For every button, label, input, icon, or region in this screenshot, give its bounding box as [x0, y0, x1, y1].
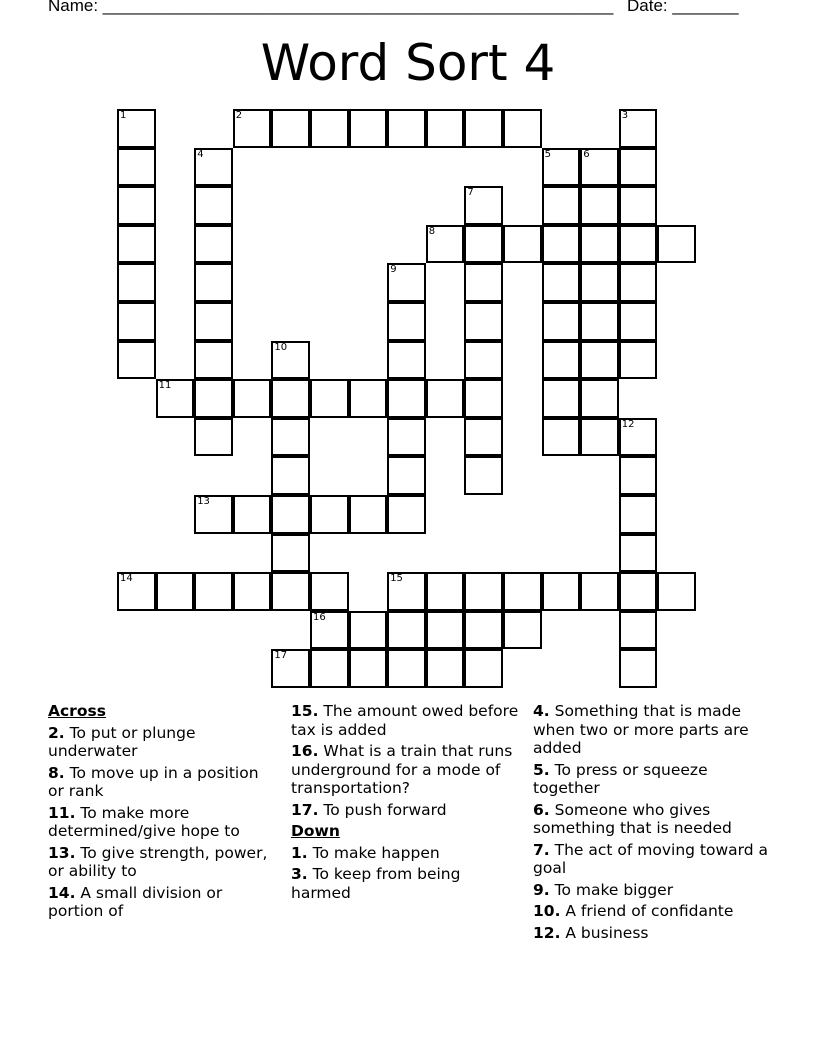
crossword-cell[interactable]: [580, 341, 619, 380]
clue-text: To move up in a position or rank: [48, 763, 259, 800]
crossword-cell[interactable]: [194, 148, 233, 187]
crossword-cell[interactable]: [619, 611, 658, 650]
crossword-cell[interactable]: [194, 495, 233, 534]
crossword-cell[interactable]: [426, 611, 465, 650]
crossword-cell[interactable]: [464, 225, 503, 264]
clue-number-label: 8: [428, 225, 436, 237]
crossword-cell[interactable]: [310, 379, 349, 418]
clue-text: Someone who gives something that is needed: [533, 800, 732, 837]
clue-number: 16.: [291, 742, 319, 760]
clue-number: 17.: [291, 800, 319, 819]
crossword-cell[interactable]: [387, 263, 426, 302]
crossword-cell[interactable]: [156, 572, 195, 611]
crossword-cell[interactable]: [387, 572, 426, 611]
crossword-cell[interactable]: [619, 186, 658, 225]
crossword-cell[interactable]: [580, 263, 619, 302]
clue-number-label: 9: [390, 264, 397, 276]
clue-number: 12.: [533, 923, 561, 942]
clue-text: To push forward: [318, 800, 447, 819]
crossword-cell[interactable]: [619, 225, 658, 264]
clue-text: To make bigger: [549, 880, 674, 899]
clue-number-label: 13: [197, 496, 210, 507]
clue-number: 9.: [533, 880, 550, 899]
crossword-cell[interactable]: [580, 572, 619, 611]
crossword-cell[interactable]: [349, 611, 388, 650]
crossword-cell[interactable]: [619, 649, 658, 688]
name-date-header: [48, 0, 739, 16]
crossword-cell[interactable]: [387, 109, 426, 148]
clue-down-12: [533, 924, 773, 943]
crossword-cell[interactable]: [271, 379, 310, 418]
crossword-cell[interactable]: [580, 379, 619, 418]
crossword-cell[interactable]: [156, 379, 195, 418]
clues-column-2: [291, 702, 523, 905]
crossword-cell[interactable]: [619, 109, 658, 148]
crossword-cell[interactable]: [619, 534, 658, 573]
crossword-cell[interactable]: [233, 572, 272, 611]
crossword-cell[interactable]: [117, 302, 156, 341]
page-title: Word Sort 4: [260, 34, 556, 92]
clue-number: 4.: [533, 702, 550, 720]
crossword-cell[interactable]: [542, 225, 581, 264]
crossword-cell[interactable]: [271, 456, 310, 495]
clue-text: What is a train that runs underground for a mode of transportation?: [291, 742, 513, 797]
clue-across-13: [48, 844, 278, 881]
clue-text: To make happen: [307, 843, 440, 862]
crossword-cell[interactable]: [464, 649, 503, 688]
clue-number-label: 17: [274, 650, 288, 662]
clue-number: 1.: [291, 843, 308, 862]
clue-number: 8.: [48, 763, 65, 782]
clue-number: 7.: [533, 840, 550, 859]
clue-across-8: [48, 764, 278, 801]
crossword-cell[interactable]: [387, 341, 426, 380]
crossword-cell[interactable]: [464, 263, 503, 302]
crossword-cell[interactable]: [310, 109, 349, 148]
crossword-cell[interactable]: [233, 495, 272, 534]
crossword-cell[interactable]: [349, 649, 388, 688]
crossword-cell[interactable]: [619, 148, 658, 187]
crossword-cell[interactable]: [233, 109, 272, 148]
crossword-cell[interactable]: [542, 148, 581, 187]
clue-number: 13.: [48, 843, 76, 862]
crossword-cell[interactable]: [387, 379, 426, 418]
crossword-cell[interactable]: [310, 611, 349, 650]
clue-number-label: 12: [621, 418, 635, 430]
crossword-cell[interactable]: [464, 379, 503, 418]
crossword-cell[interactable]: [542, 572, 581, 611]
crossword-cell[interactable]: [426, 225, 465, 264]
clue-number: 6.: [533, 800, 550, 819]
crossword-cell[interactable]: [619, 456, 658, 495]
clue-across-15: [291, 702, 523, 739]
crossword-cell[interactable]: [271, 495, 310, 534]
clue-number-label: 5: [544, 148, 551, 160]
clue-number-label: 11: [158, 380, 172, 392]
crossword-cell[interactable]: [580, 225, 619, 264]
crossword-cell[interactable]: [619, 341, 658, 380]
clue-down-6: [533, 801, 773, 838]
crossword-cell[interactable]: [117, 186, 156, 225]
crossword-cell[interactable]: [387, 302, 426, 341]
clue-number-label: 16: [313, 611, 326, 623]
crossword-cell[interactable]: [542, 302, 581, 341]
crossword-cell[interactable]: [580, 302, 619, 341]
crossword-cell[interactable]: [387, 418, 426, 457]
crossword-cell[interactable]: [271, 418, 310, 457]
crossword-cell[interactable]: [464, 418, 503, 457]
crossword-cell[interactable]: [464, 302, 503, 341]
crossword-cell[interactable]: [580, 186, 619, 225]
crossword-cell[interactable]: [194, 302, 233, 341]
clue-down-3: [291, 865, 523, 902]
clue-number-label: 4: [197, 148, 204, 160]
crossword-cell[interactable]: [464, 341, 503, 380]
clue-across-16: [291, 742, 523, 798]
crossword-grid: [118, 110, 698, 690]
clues-column-3: [533, 702, 773, 945]
crossword-cell[interactable]: [387, 456, 426, 495]
clue-across-14: [48, 884, 278, 921]
crossword-cell[interactable]: [310, 572, 349, 611]
clue-down-4: [533, 702, 773, 758]
clue-number: 15.: [291, 702, 319, 720]
clue-text: A friend of confidante: [560, 902, 734, 920]
crossword-cell[interactable]: [349, 495, 388, 534]
clue-down-7: [533, 841, 773, 878]
clue-number-label: 7: [467, 187, 474, 199]
clue-down-5: [533, 761, 773, 798]
crossword-cell[interactable]: [117, 341, 156, 380]
crossword-cell[interactable]: [233, 379, 272, 418]
crossword-cell[interactable]: [464, 611, 503, 650]
crossword-cell[interactable]: [657, 572, 696, 611]
clue-down-10: [533, 902, 773, 921]
crossword-cell[interactable]: [271, 572, 310, 611]
crossword-cell[interactable]: [464, 572, 503, 611]
crossword-cell[interactable]: [619, 572, 658, 611]
clue-across-11: [48, 804, 278, 841]
crossword-cell[interactable]: [310, 495, 349, 534]
crossword-cell[interactable]: [619, 495, 658, 534]
name-field-label[interactable]: Name: ______________________________________________________: [48, 0, 614, 15]
clue-number-label: 14: [120, 573, 133, 585]
clue-text: Something that is made when two or more parts are added: [533, 702, 749, 757]
crossword-cell[interactable]: [542, 341, 581, 380]
clue-text: The act of moving toward a goal: [533, 840, 769, 877]
crossword-cell[interactable]: [349, 379, 388, 418]
crossword-cell[interactable]: [619, 418, 658, 457]
crossword-cell[interactable]: [194, 225, 233, 264]
clues-column-1: [48, 702, 278, 924]
crossword-cell[interactable]: [117, 263, 156, 302]
clue-across-2: [48, 724, 278, 761]
crossword-cell[interactable]: [464, 186, 503, 225]
crossword-cell[interactable]: [387, 649, 426, 688]
crossword-cell[interactable]: [503, 572, 542, 611]
crossword-cell[interactable]: [503, 611, 542, 650]
clue-across-17: [291, 801, 523, 820]
crossword-cell[interactable]: [426, 649, 465, 688]
clue-text: A small division or portion of: [48, 883, 223, 920]
crossword-cell[interactable]: [542, 263, 581, 302]
clue-number-label: 6: [583, 148, 590, 160]
crossword-cell[interactable]: [503, 109, 542, 148]
crossword-cell[interactable]: [271, 649, 310, 688]
crossword-cell[interactable]: [426, 572, 465, 611]
crossword-cell[interactable]: [349, 109, 388, 148]
crossword-cell[interactable]: [271, 109, 310, 148]
crossword-cell[interactable]: [117, 109, 156, 148]
clue-down-1: [291, 844, 523, 863]
crossword-cell[interactable]: [387, 611, 426, 650]
clue-number: 3.: [291, 865, 308, 883]
across-heading: Across: [48, 702, 106, 720]
crossword-cell[interactable]: [426, 379, 465, 418]
clue-number: 10.: [533, 902, 561, 920]
crossword-cell[interactable]: [194, 572, 233, 611]
crossword-cell[interactable]: [580, 418, 619, 457]
crossword-cell[interactable]: [619, 263, 658, 302]
crossword-cell[interactable]: [194, 379, 233, 418]
clue-number: 5.: [533, 760, 550, 779]
crossword-cell[interactable]: [619, 302, 658, 341]
crossword-cell[interactable]: [503, 225, 542, 264]
clue-number-label: 3: [621, 110, 629, 121]
clue-number-label: 10: [274, 341, 288, 353]
crossword-cell[interactable]: [464, 109, 503, 148]
crossword-cell[interactable]: [542, 418, 581, 457]
clue-number: 2.: [48, 723, 65, 742]
crossword-cell[interactable]: [657, 225, 696, 264]
clue-text: A business: [560, 923, 649, 942]
clue-number: 14.: [48, 883, 76, 902]
crossword-cell[interactable]: [194, 341, 233, 380]
crossword-cell[interactable]: [542, 379, 581, 418]
crossword-cell[interactable]: [271, 534, 310, 573]
down-heading: Down: [291, 822, 340, 840]
clue-down-9: [533, 881, 773, 900]
clue-text: To make more determined/give hope to: [48, 803, 240, 840]
crossword-cell[interactable]: [387, 495, 426, 534]
crossword-cell[interactable]: [117, 572, 156, 611]
clue-number-label: 2: [235, 110, 243, 121]
clue-text: To give strength, power, or ability to: [48, 843, 268, 880]
crossword-cell[interactable]: [271, 341, 310, 380]
crossword-cell[interactable]: [580, 148, 619, 187]
clue-number: 11.: [48, 803, 76, 822]
crossword-cell[interactable]: [464, 456, 503, 495]
clue-text: To put or plunge underwater: [48, 723, 196, 760]
crossword-cell[interactable]: [426, 109, 465, 148]
crossword-cell[interactable]: [117, 225, 156, 264]
crossword-cell[interactable]: [194, 263, 233, 302]
crossword-cell[interactable]: [542, 186, 581, 225]
crossword-cell[interactable]: [310, 649, 349, 688]
date-field-label[interactable]: Date: _______: [627, 0, 739, 15]
crossword-cell[interactable]: [194, 186, 233, 225]
clue-number-label: 15: [390, 573, 403, 585]
clue-number-label: 1: [120, 110, 127, 121]
clue-text: To keep from being harmed: [291, 865, 461, 902]
crossword-cell[interactable]: [194, 418, 233, 457]
crossword-cell[interactable]: [117, 148, 156, 187]
clue-text: To press or squeeze together: [533, 760, 708, 797]
clue-text: The amount owed before tax is added: [291, 702, 519, 739]
